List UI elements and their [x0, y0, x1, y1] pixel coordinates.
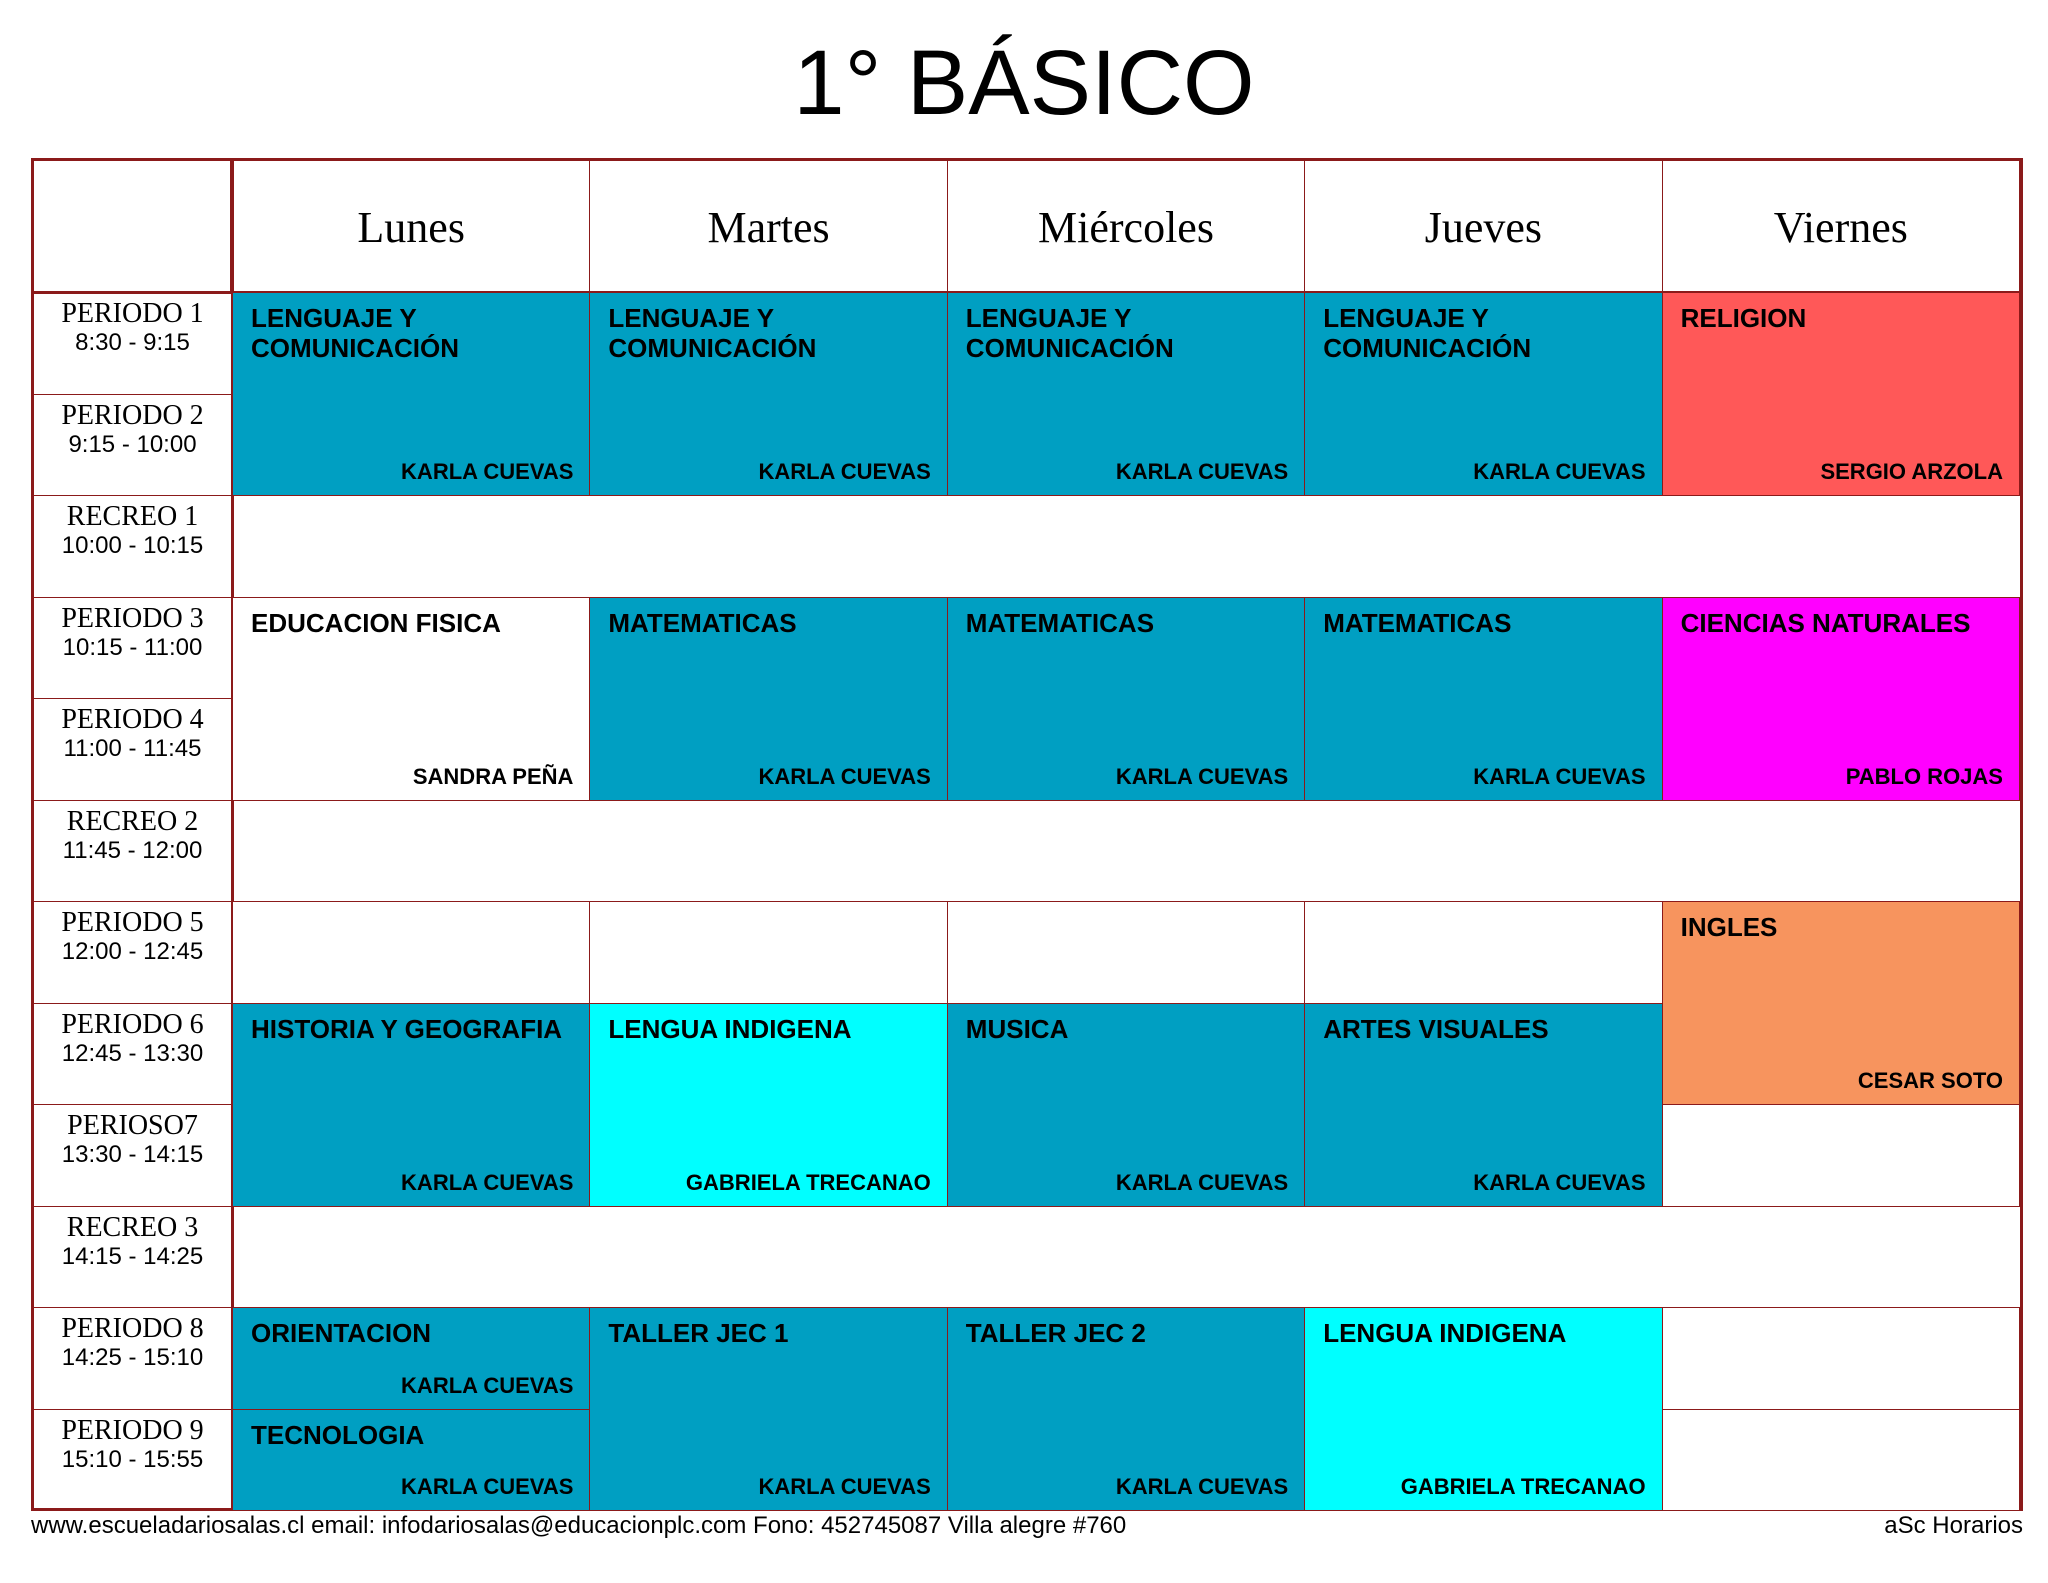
lesson-subject: TALLER JEC 2 — [965, 1318, 1146, 1348]
period-label-7 — [34, 1004, 231, 1106]
lesson-teacher: KARLA CUEVAS — [1473, 763, 1646, 789]
lesson-teacher: GABRIELA TRECANAO — [685, 1169, 931, 1195]
empty-cell — [1663, 1308, 2020, 1410]
day-header-0: Lunes — [233, 161, 590, 293]
page-title: 1° BÁSICO — [793, 32, 1255, 134]
lesson-teacher: SERGIO ARZOLA — [1820, 459, 2003, 484]
lesson-teacher: KARLA CUEVAS — [758, 459, 931, 484]
lesson-teacher: KARLA CUEVAS — [401, 1169, 574, 1195]
empty-cell — [1305, 902, 1662, 1004]
period-label-5 — [34, 801, 231, 903]
lesson-teacher: KARLA CUEVAS — [758, 1474, 931, 1499]
timetable-grid — [31, 158, 2023, 1511]
period-name: PERIOSO7 — [67, 1110, 198, 1141]
period-name: PERIODO 4 — [61, 704, 204, 735]
lesson-cell[interactable] — [948, 598, 1305, 801]
period-time: 15:10 - 15:55 — [61, 1445, 204, 1473]
lesson-subject: CIENCIAS NATURALES — [1680, 607, 1971, 638]
lesson-subject: MATEMATICAS — [965, 607, 1155, 638]
day-header-2: Miércoles — [948, 161, 1305, 293]
lesson-cell[interactable] — [948, 293, 1305, 496]
lesson-subject: RELIGION — [1680, 303, 1807, 333]
lesson-subject: LENGUAJE Y COMUNICACIÓN — [251, 303, 459, 363]
lesson-cell[interactable] — [1663, 293, 2020, 496]
period-name: PERIODO 2 — [61, 399, 204, 431]
lesson-teacher: KARLA CUEVAS — [1115, 1474, 1289, 1499]
period-label-11 — [34, 1410, 231, 1512]
lesson-cell[interactable] — [590, 1004, 947, 1207]
empty-cell — [1663, 1410, 2020, 1512]
break-row-0 — [234, 496, 2020, 598]
period-time: 14:15 - 14:25 — [61, 1242, 204, 1270]
period-time: 10:15 - 11:00 — [62, 633, 203, 661]
lesson-teacher: PABLO ROJAS — [1845, 763, 2003, 789]
day-header-3: Jueves — [1305, 161, 1662, 293]
period-name: PERIODO 9 — [61, 1414, 204, 1446]
lesson-subject: LENGUAJE Y COMUNICACIÓN — [965, 303, 1174, 363]
empty-cell — [590, 902, 947, 1004]
lesson-subject: INGLES — [1680, 912, 1778, 942]
day-header-1: Martes — [590, 161, 947, 293]
period-name: PERIODO 6 — [61, 1008, 204, 1040]
lesson-subject: ARTES VISUALES — [1323, 1013, 1549, 1044]
lesson-teacher: KARLA CUEVAS — [1115, 763, 1289, 789]
period-label-4 — [34, 699, 231, 801]
period-time: 8:30 - 9:15 — [75, 329, 190, 356]
period-label-10 — [34, 1308, 231, 1410]
lesson-cell[interactable] — [590, 293, 947, 496]
lesson-subject: LENGUAJE Y COMUNICACIÓN — [608, 303, 817, 363]
empty-cell — [1663, 1105, 2020, 1207]
lesson-cell[interactable] — [1663, 598, 2020, 801]
lesson-subject: MATEMATICAS — [1323, 607, 1512, 638]
period-name: PERIODO 8 — [61, 1313, 204, 1344]
lesson-subject: LENGUAJE Y COMUNICACIÓN — [1323, 303, 1532, 363]
period-label-6 — [34, 902, 231, 1004]
footer-credit: aSc Horarios — [1884, 1512, 2023, 1539]
lesson-teacher: CESAR SOTO — [1857, 1068, 2003, 1093]
lesson-subject: MATEMATICAS — [608, 607, 797, 638]
lesson-cell[interactable] — [233, 1410, 590, 1512]
lesson-cell[interactable] — [233, 293, 590, 496]
footer-contact: www.escueladariosalas.cl email: infodariosalas@educacionplc.com Fono: 452745087 Villa alegre #760 — [31, 1512, 1127, 1539]
lesson-subject: LENGUA INDIGENA — [1323, 1318, 1567, 1348]
period-time: 9:15 - 10:00 — [68, 430, 197, 458]
lesson-cell[interactable] — [1663, 902, 2020, 1105]
period-time: 10:00 - 10:15 — [61, 532, 204, 559]
period-name: PERIODO 1 — [61, 298, 204, 329]
period-time: 12:45 - 13:30 — [61, 1039, 204, 1067]
lesson-cell[interactable] — [590, 1308, 947, 1511]
period-label-1 — [34, 395, 231, 497]
lesson-cell[interactable] — [1305, 1308, 1662, 1511]
lesson-teacher: KARLA CUEVAS — [1473, 459, 1646, 484]
lesson-cell[interactable] — [1305, 293, 1662, 496]
period-time: 14:25 - 15:10 — [61, 1344, 204, 1371]
period-label-2 — [34, 496, 231, 598]
lesson-cell[interactable] — [233, 1308, 590, 1410]
break-row-2 — [234, 1207, 2020, 1309]
period-name: RECREO 2 — [66, 805, 199, 837]
period-time: 13:30 - 14:15 — [61, 1141, 204, 1168]
lesson-cell[interactable] — [233, 1004, 590, 1207]
lesson-cell[interactable] — [948, 1308, 1305, 1511]
period-name: RECREO 1 — [66, 501, 199, 532]
lesson-teacher: KARLA CUEVAS — [1115, 459, 1289, 484]
lesson-cell[interactable] — [590, 598, 947, 801]
lesson-subject: MUSICA — [965, 1013, 1069, 1044]
lesson-teacher: GABRIELA TRECANAO — [1400, 1474, 1646, 1499]
break-row-1 — [234, 801, 2020, 903]
day-header-4: Viernes — [1663, 161, 2020, 293]
lesson-teacher: KARLA CUEVAS — [1115, 1169, 1289, 1195]
period-name: RECREO 3 — [66, 1211, 199, 1243]
empty-cell — [233, 902, 590, 1004]
period-label-0 — [34, 293, 231, 395]
period-time: 11:00 - 11:45 — [63, 735, 202, 762]
lesson-subject: LENGUA INDIGENA — [608, 1013, 852, 1044]
lesson-cell[interactable] — [1305, 1004, 1662, 1207]
period-name: PERIODO 5 — [61, 907, 204, 938]
lesson-teacher: SANDRA PEÑA — [412, 763, 574, 789]
lesson-subject: ORIENTACION — [251, 1318, 432, 1348]
lesson-cell[interactable] — [948, 1004, 1305, 1207]
empty-cell — [948, 902, 1305, 1004]
lesson-cell[interactable] — [1305, 598, 1662, 801]
period-time: 12:00 - 12:45 — [61, 938, 204, 965]
period-name: PERIODO 3 — [61, 602, 204, 634]
lesson-subject: TALLER JEC 1 — [608, 1318, 789, 1348]
period-label-9 — [34, 1207, 231, 1309]
lesson-subject: HISTORIA Y GEOGRAFIA — [251, 1013, 563, 1044]
lesson-teacher: KARLA CUEVAS — [401, 1474, 574, 1499]
lesson-cell[interactable] — [233, 598, 590, 801]
lesson-subject: EDUCACION FISICA — [251, 607, 501, 638]
lesson-teacher: KARLA CUEVAS — [401, 459, 574, 484]
corner-cell — [34, 161, 233, 293]
lesson-teacher: KARLA CUEVAS — [758, 763, 931, 789]
lesson-teacher: KARLA CUEVAS — [1473, 1169, 1646, 1195]
period-label-8 — [34, 1105, 231, 1207]
lesson-subject: TECNOLOGIA — [251, 1419, 425, 1450]
period-time: 11:45 - 12:00 — [62, 836, 203, 864]
lesson-teacher: KARLA CUEVAS — [401, 1372, 574, 1398]
period-label-3 — [34, 598, 231, 700]
